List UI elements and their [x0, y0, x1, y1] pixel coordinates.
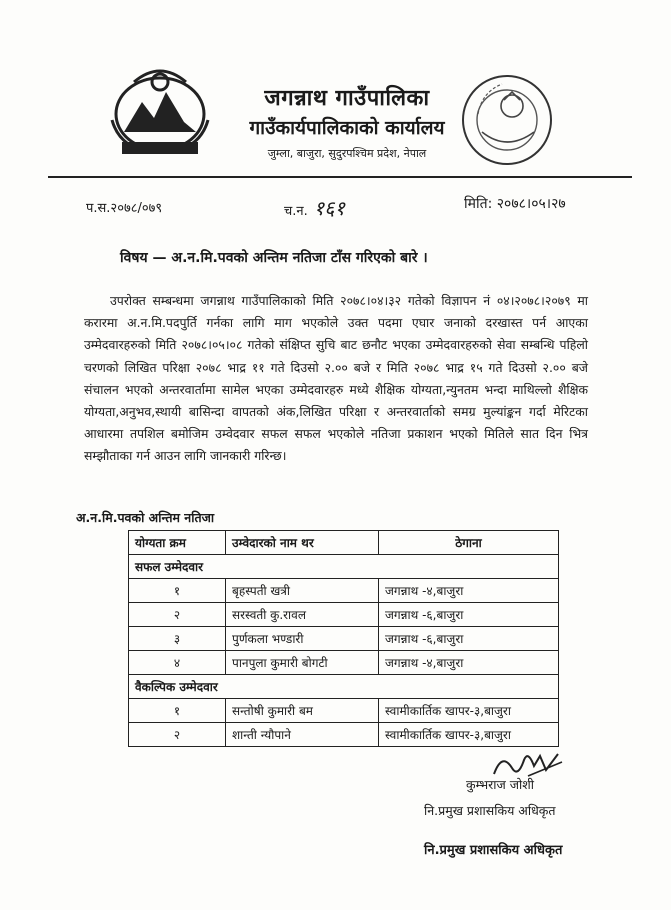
name-cell: सरस्वती कु.रावल: [226, 603, 379, 627]
rank-cell: ३: [129, 627, 226, 651]
signatory-name: कुम्भराज जोशी: [466, 777, 534, 792]
header-rank: योग्यता क्रम: [129, 531, 226, 555]
section-successful-label: सफल उम्मेदवार: [129, 555, 559, 579]
rank-cell: ४: [129, 651, 226, 675]
letter-date: मिति: २०७८।०५।२७: [464, 196, 566, 212]
letter-subject: विषय — अ.न.मि.पवको अन्तिम नतिजा टाँस गरिएको बारे ।: [120, 250, 428, 266]
table-row: [129, 579, 559, 603]
header-name: उम्वेदारको नाम थर: [226, 531, 379, 555]
table-row: [129, 651, 559, 675]
name-cell: पुर्णकला भण्डारी: [226, 627, 379, 651]
signatory-post: नि.प्रमुख प्रशासकिय अधिकृत: [424, 803, 556, 818]
nepal-emblem-icon: [104, 62, 216, 162]
office-name: गाउँकार्यपालिकाको कार्यालय: [249, 117, 445, 139]
table-header-row: [129, 531, 559, 555]
fiscal-year-reference: प.स.२०७८/०७९: [86, 201, 163, 216]
office-address: जुम्ला, बाजुरा, सुदुरपश्चिम प्रदेश, नेपाल: [267, 147, 427, 160]
address-cell: जगन्नाथ -४,बाजुरा: [379, 579, 559, 603]
rank-cell: १: [129, 699, 226, 723]
address-cell: जगन्नाथ -६,बाजुरा: [379, 627, 559, 651]
dispatch-number-line: [284, 194, 345, 221]
signatory-post-stamp: नि.प्रमुख प्रशासकिय अधिकृत: [424, 843, 563, 858]
rank-cell: २: [129, 723, 226, 747]
rank-cell: २: [129, 603, 226, 627]
letter-body: उपरोक्त सम्बन्धमा जगन्नाथ गाउँपालिकाको मिति २०७८।०४।३२ गतेको विज्ञापन नं ०४।२०७८।२०७९ मा करारमा अ.न.मि.पदपुर्ति गर्नका लागि माग भएकोले उक्त पदमा एघार जनाको दरखास्त पर्न आएका उम्मेदवारहरुको मिति २०७८।०५।०८ गतेको संक्षिप्त सुचि बाट छनौट भएका उम्मेदवारहरुको सेवा सम्बन्धि पहिलो चरणको लिखित परिक्षा २०७८ भाद्र ११ गते दिउसो २.०० बजे र मिति २०७८ भाद्र १५ गते दिउसो २.०० बजे संचालन भएको अन्तरवार्तामा सामेल भएका उम्मेदवारहरु मध्ये शैक्षिक योग्यता,न्युनतम भन्दा माथिल्लो शैक्षिक योग्यता,अनुभव,स्थायी बासिन्दा वापतको अंक,लिखित परिक्षा र अन्तरवार्ताको समग्र मुल्यांङ्कन गर्दा मेरिटका आधारमा तपशिल बमोजिम उम्वेदवार सफल सफल भएकोले नतिजा प्रकाशन भएको मितिले सात दिन भित्र सम्झौताका गर्न आउन लागि जानकारी गरिन्छ।: [84, 293, 588, 464]
address-cell: स्वामीकार्तिक खापर-३,बाजुरा: [379, 723, 559, 747]
section-row-alternate: [129, 675, 559, 699]
address-cell: स्वामीकार्तिक खापर-३,बाजुरा: [379, 699, 559, 723]
results-table-title: अ.न.मि.पवको अन्तिम नतिजा: [76, 510, 215, 525]
section-alternate-label: वैकल्पिक उम्मेदवार: [129, 675, 559, 699]
table-row: [129, 603, 559, 627]
name-cell: सन्तोषी कुमारी बम: [226, 699, 379, 723]
dispatch-number: १६१: [313, 196, 345, 220]
name-cell: बृहस्पती खत्री: [226, 579, 379, 603]
rank-cell: १: [129, 579, 226, 603]
dispatch-label: च.न.: [284, 204, 308, 219]
section-row-successful: [129, 555, 559, 579]
address-cell: जगन्नाथ -४,बाजुरा: [379, 651, 559, 675]
table-row: [129, 699, 559, 723]
results-table: [128, 530, 559, 747]
header-address: ठेगाना: [379, 531, 559, 555]
name-cell: शान्ती न्यौपाने: [226, 723, 379, 747]
header-divider: [48, 176, 632, 178]
office-stamp-icon: [452, 70, 562, 170]
table-row: [129, 723, 559, 747]
name-cell: पानपुला कुमारी बोगटी: [226, 651, 379, 675]
municipality-name: जगन्नाथ गाउँपालिका: [264, 86, 430, 111]
table-row: [129, 627, 559, 651]
address-cell: जगन्नाथ -६,बाजुरा: [379, 603, 559, 627]
